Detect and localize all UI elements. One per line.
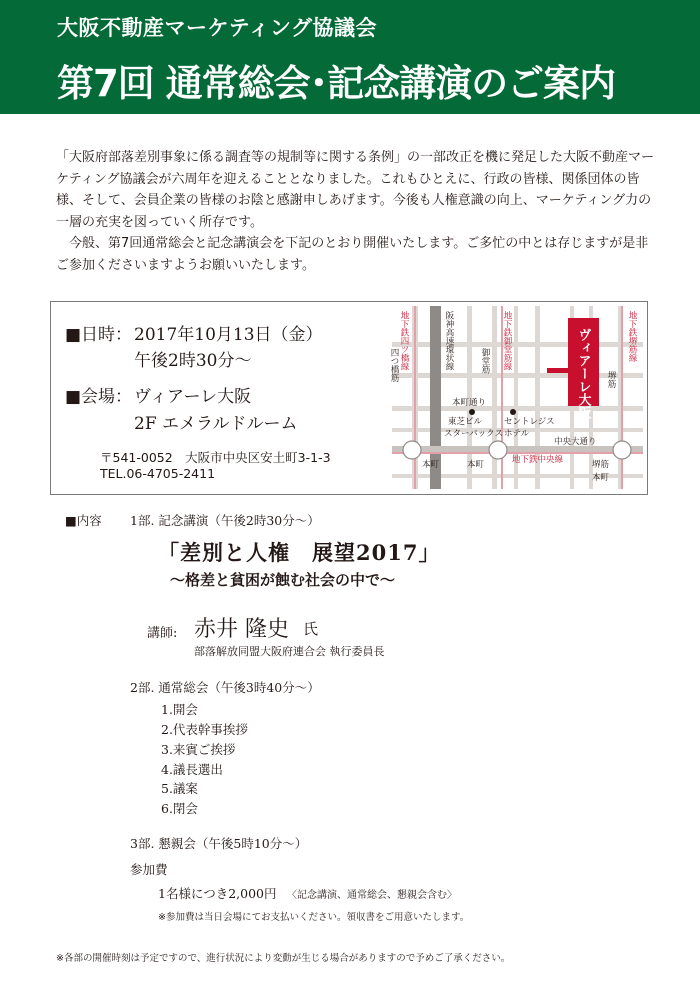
intro-paragraph-1: 「大阪府部落差別事象に係る調査等の規制等に関する条例」の一部改正を機に発足した大阪不動産マーケティング協議会が六周年を迎えることとなりました。これもひとえに、行政の皆様、関係団体の皆様、そして、会員企業の皆様のお陰と感謝申しあげます。今後も人権意識の向上、マーケティング力の一層の充実を図っていく所存です。 [56,150,655,230]
header-banner [0,0,700,114]
label-honmachi-1: 本町 [422,460,440,470]
label-midosuji: 御堂筋 [480,348,490,374]
venue-room: 2F エメラルドルーム [134,414,298,434]
agenda-item: 3.来賓ご挨拶 [161,742,236,757]
agenda-item: 2.代表幹事挨拶 [161,722,248,737]
venue-phone: TEL.06-4705-2411 [100,466,216,481]
agenda-item: 1.開会 [161,702,198,717]
label-st-regis: セントレジス [504,417,555,427]
label-chuo-odori: 中央大通り [554,437,597,447]
event-date: 2017年10月13日（金） [134,325,323,345]
fee-note: 〈記念講演、通常総会、懇親会含む〉 [287,890,457,901]
label-honmachi-dori: 本町通り [452,398,487,408]
label-yotsubashi-suji: 四つ橋筋 [389,348,399,382]
label-chuo-line: 地下鉄中央線 [512,455,564,465]
label-sakaisuji-honmachi-1: 堺筋 [592,460,610,470]
station-honmachi [489,441,507,459]
fee-label: 参加費 [130,862,168,877]
venue-map [389,306,643,489]
label-hanshin: 阪神高速環状線 [444,311,454,371]
speaker-role: 部落解放同盟大阪府連合会 執行委員長 [194,645,385,658]
speaker-honorific: 氏 [303,620,319,638]
venue-address: 〒541-0052 大阪市中央区安土町3-1-3 [100,450,331,465]
agenda-item: 5.議案 [161,781,198,796]
part3-heading: 3部. 懇親会（午後5時10分～） [130,836,308,851]
venue-name: ヴィアーレ大阪 [134,387,252,407]
label-honmachi-2: 本町 [467,460,485,470]
part1-heading: 1部. 記念講演（午後2時30分～） [130,513,320,528]
agenda-item: 4.議長選出 [161,762,223,777]
label-hotel: ホテル [504,429,530,439]
fee-amount: 1名様につき2,000円 [158,886,277,901]
speaker-label: 講師: [147,626,178,641]
organization-name: 大阪不動産マーケティング協議会 [57,16,377,40]
label-starbucks: スターバックス [444,429,503,439]
speaker-name: 赤井 隆史 [194,617,289,642]
station-honmachi-west [403,441,421,459]
label-sakaisuji-line: 地下鉄堺筋線 [627,311,637,362]
agenda-item: 6.閉会 [161,801,198,816]
venue-label: ■会場： [65,387,133,407]
intro-paragraph-2: 今般、第7回通常総会と記念講演会を下記のとおり開催いたします。ご多忙の中とは存じますが是非ご参加くださいますようお願いいたします。 [56,236,649,273]
date-label: ■日時： [65,325,133,345]
label-sakaisuji-honmachi-2: 本町 [592,473,610,483]
starbucks-marker [469,409,475,415]
label-midosuji-line: 地下鉄御堂筋線 [502,311,512,371]
part2-heading: 2部. 通常総会（午後3時40分～） [130,680,320,695]
label-sakaisuji: 堺筋 [606,371,616,388]
page-title: 第7回 通常総会･記念講演のご案内 [57,62,616,105]
toshiba-building-marker [510,409,516,415]
footer-note: ※各部の開催時刻は予定ですので、進行状況により変動が生じる場合がありますので予めご了承ください。 [56,953,511,964]
intro-text [56,147,656,276]
label-yotsubashi-line: 地下鉄四ツ橋線 [399,311,409,371]
label-toshiba: 東芝ビル [448,417,483,427]
lecture-subtitle: ～格差と貧困が蝕む社会の中で～ [170,571,396,589]
event-time: 午後2時30分～ [134,351,252,371]
fee-footnote: ※参加費は当日会場にてお支払いください。領収書をご用意いたします。 [158,912,470,923]
venue-marker [547,368,569,373]
station-sakaisuji-honmachi [613,441,631,459]
venue-map-label: ヴィアーレ大阪 [575,328,591,419]
content-label: ■内容 [65,513,102,528]
lecture-title: 「差別と人権 展望2017」 [158,540,441,565]
